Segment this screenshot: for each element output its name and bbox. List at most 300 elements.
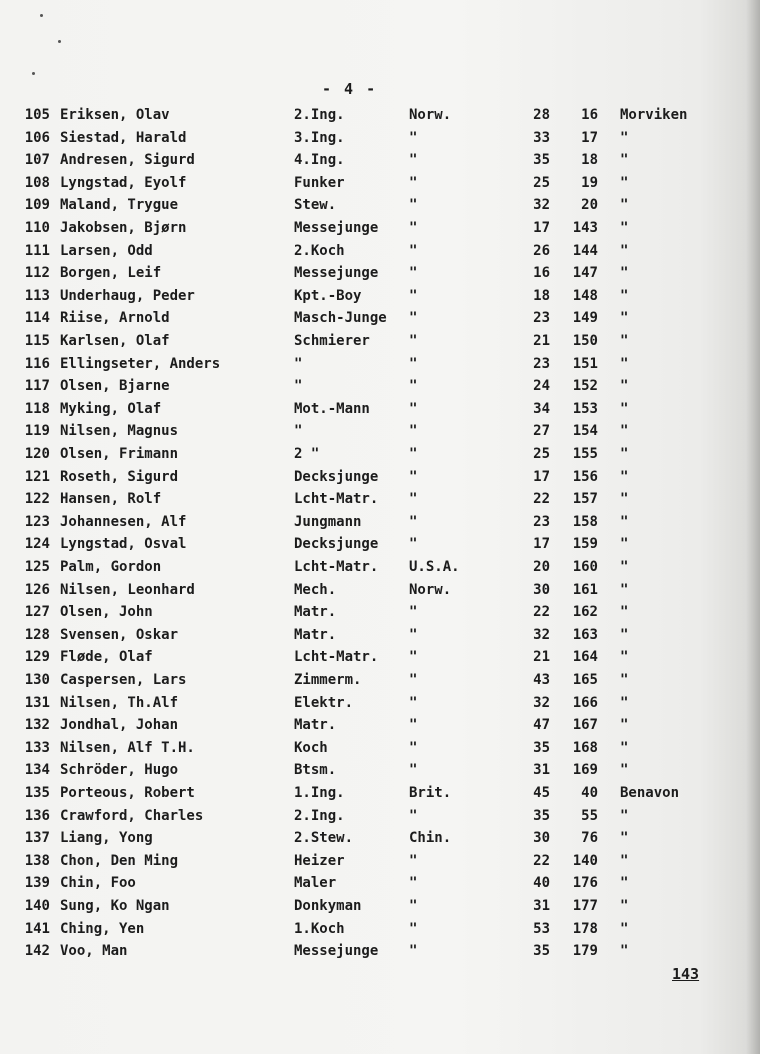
row-number: 139 (24, 875, 50, 892)
table-row (0, 533, 760, 555)
crew-name: Nilsen, Leonhard (60, 581, 195, 598)
crew-id: 177 (572, 898, 598, 914)
row-number: 136 (24, 807, 50, 824)
crew-name: Roseth, Sigurd (60, 468, 179, 485)
crew-id: 159 (572, 536, 598, 553)
crew-ship: " (620, 287, 629, 304)
crew-id: 155 (572, 446, 598, 462)
crew-ship: " (620, 875, 629, 892)
crew-name: Crawford, Charles (60, 807, 204, 824)
crew-name: Eriksen, Olav (60, 107, 170, 123)
table-row (0, 172, 760, 194)
crew-rank: 2 " (294, 446, 320, 462)
crew-name: Nilsen, Alf T.H. (60, 739, 195, 756)
crew-age: 43 (533, 672, 550, 688)
row-number: 132 (24, 717, 50, 734)
crew-ship: " (620, 536, 629, 553)
row-number: 133 (24, 739, 50, 756)
ink-speck (40, 14, 43, 17)
crew-id: 154 (572, 423, 598, 440)
crew-nationality: " (409, 265, 418, 282)
crew-ship: " (620, 310, 629, 327)
crew-ship: " (620, 920, 629, 937)
crew-name: Underhaug, Peder (60, 287, 195, 304)
crew-nationality: " (409, 536, 418, 553)
crew-nationality: " (409, 152, 418, 169)
crew-ship: " (620, 943, 629, 960)
crew-age: 25 (533, 446, 550, 462)
crew-id: 144 (572, 242, 598, 259)
table-row (0, 737, 760, 759)
table-row (0, 918, 760, 940)
crew-rank: Lcht-Matr. (294, 491, 379, 508)
table-row (0, 420, 760, 442)
row-number: 105 (24, 107, 50, 123)
row-number: 131 (24, 694, 50, 711)
crew-ship: " (620, 378, 629, 395)
crew-name: Karlsen, Olaf (60, 333, 170, 349)
crew-id: 16 (581, 107, 598, 123)
crew-name: Olsen, Frimann (60, 446, 179, 462)
crew-age: 22 (533, 604, 550, 621)
crew-nationality: " (409, 400, 418, 417)
crew-name: Schröder, Hugo (60, 762, 179, 779)
crew-name: Palm, Gordon (60, 559, 162, 575)
table-row (0, 624, 760, 646)
crew-name: Voo, Man (60, 943, 128, 960)
crew-name: Fløde, Olaf (60, 649, 153, 666)
row-number: 130 (24, 672, 50, 688)
crew-age: 33 (533, 129, 550, 146)
crew-id: 162 (572, 604, 598, 621)
crew-ship: " (620, 400, 629, 417)
crew-id: 149 (572, 310, 598, 327)
crew-age: 17 (533, 468, 550, 485)
row-number: 110 (24, 220, 50, 236)
crew-nationality: " (409, 852, 418, 869)
crew-id: 176 (572, 875, 598, 892)
row-number: 128 (24, 626, 50, 643)
row-number: 106 (24, 129, 50, 146)
crew-id: 179 (572, 943, 598, 960)
crew-rank: Btsm. (294, 762, 337, 779)
crew-id: 143 (572, 220, 598, 236)
crew-rank: Mot.-Mann (294, 400, 370, 417)
crew-ship: " (620, 333, 629, 349)
crew-rank: Lcht-Matr. (294, 649, 379, 666)
crew-name: Porteous, Robert (60, 785, 195, 801)
crew-nationality: " (409, 649, 418, 666)
crew-age: 31 (533, 762, 550, 779)
crew-id: 160 (572, 559, 598, 575)
crew-rank: 2.Ing. (294, 107, 345, 123)
row-number: 140 (24, 898, 50, 914)
crew-age: 18 (533, 287, 550, 304)
row-number: 118 (24, 400, 50, 417)
crew-name: Lyngstad, Osval (60, 536, 187, 553)
table-row (0, 850, 760, 872)
crew-name: Siestad, Harald (60, 129, 187, 146)
crew-rank: 1.Koch (294, 920, 345, 937)
crew-name: Olsen, Bjarne (60, 378, 170, 395)
crew-rank: Matr. (294, 717, 337, 734)
crew-nationality: " (409, 355, 418, 372)
crew-age: 35 (533, 739, 550, 756)
table-row (0, 285, 760, 307)
crew-age: 23 (533, 355, 550, 372)
crew-name: Nilsen, Th.Alf (60, 694, 179, 711)
crew-rank: Matr. (294, 626, 337, 643)
crew-ship: " (620, 604, 629, 621)
table-row (0, 353, 760, 375)
ink-speck (32, 72, 35, 75)
table-row (0, 782, 760, 804)
crew-rank: Heizer (294, 852, 345, 869)
row-number: 123 (24, 513, 50, 530)
crew-name: Chon, Den Ming (60, 852, 179, 869)
crew-ship: " (620, 197, 629, 214)
row-number: 107 (24, 152, 50, 169)
row-number: 117 (24, 378, 50, 395)
crew-name: Chin, Foo (60, 875, 136, 892)
row-number: 125 (24, 559, 50, 575)
crew-rank: Messejunge (294, 220, 379, 236)
crew-id: 164 (572, 649, 598, 666)
table-row (0, 940, 760, 962)
crew-rank: 1.Ing. (294, 785, 345, 801)
crew-nationality: " (409, 446, 418, 462)
crew-rank: 2.Koch (294, 242, 345, 259)
row-number: 120 (24, 446, 50, 462)
crew-nationality: " (409, 739, 418, 756)
crew-ship: " (620, 491, 629, 508)
crew-nationality: Norw. (409, 107, 452, 123)
crew-id: 158 (572, 513, 598, 530)
crew-rank: Messejunge (294, 265, 379, 282)
crew-id: 169 (572, 762, 598, 779)
crew-id: 140 (572, 852, 598, 869)
crew-age: 53 (533, 920, 550, 937)
crew-id: 178 (572, 920, 598, 937)
row-number: 126 (24, 581, 50, 598)
crew-rank: 3.Ing. (294, 129, 345, 146)
row-number: 122 (24, 491, 50, 508)
crew-nationality: " (409, 920, 418, 937)
crew-id: 147 (572, 265, 598, 282)
table-row (0, 149, 760, 171)
crew-nationality: Chin. (409, 830, 452, 847)
crew-rank: 2.Stew. (294, 830, 354, 847)
crew-ship: " (620, 513, 629, 530)
row-number: 141 (24, 920, 50, 937)
row-number: 134 (24, 762, 50, 779)
crew-id: 167 (572, 717, 598, 734)
crew-name: Liang, Yong (60, 830, 153, 847)
crew-name: Svensen, Oskar (60, 626, 179, 643)
table-row (0, 375, 760, 397)
crew-name: Jondhal, Johan (60, 717, 179, 734)
crew-age: 28 (533, 107, 550, 123)
crew-name: Sung, Ko Ngan (60, 898, 170, 914)
crew-id: 151 (572, 355, 598, 372)
table-row (0, 488, 760, 510)
crew-ship: " (620, 762, 629, 779)
crew-ship: " (620, 423, 629, 440)
crew-id: 163 (572, 626, 598, 643)
table-row (0, 872, 760, 894)
crew-name: Olsen, John (60, 604, 153, 621)
row-number: 129 (24, 649, 50, 666)
crew-ship: " (620, 581, 629, 598)
crew-rank: Funker (294, 174, 345, 191)
crew-ship: " (620, 242, 629, 259)
crew-rank: Decksjunge (294, 536, 379, 553)
footer-number: 143 (672, 965, 700, 983)
crew-ship: " (620, 559, 629, 575)
crew-age: 45 (533, 785, 550, 801)
crew-ship: Benavon (620, 785, 680, 801)
crew-rank: Lcht-Matr. (294, 559, 379, 575)
crew-age: 32 (533, 694, 550, 711)
crew-rank: Maler (294, 875, 337, 892)
crew-ship: " (620, 129, 629, 146)
row-number: 119 (24, 423, 50, 440)
crew-age: 21 (533, 333, 550, 349)
crew-id: 18 (581, 152, 598, 169)
row-number: 142 (24, 943, 50, 960)
crew-name: Lyngstad, Eyolf (60, 174, 187, 191)
crew-age: 16 (533, 265, 550, 282)
crew-rank: 2.Ing. (294, 807, 345, 824)
table-row (0, 827, 760, 849)
table-row (0, 443, 760, 465)
crew-rank: " (294, 378, 303, 395)
crew-name: Riise, Arnold (60, 310, 170, 327)
crew-ship: " (620, 265, 629, 282)
crew-age: 31 (533, 898, 550, 914)
crew-ship: " (620, 694, 629, 711)
crew-age: 23 (533, 513, 550, 530)
crew-id: 19 (581, 174, 598, 191)
crew-rank: Kpt.-Boy (294, 287, 362, 304)
crew-ship: " (620, 446, 629, 462)
table-row (0, 669, 760, 691)
table-row (0, 714, 760, 736)
crew-name: Jakobsen, Bjørn (60, 220, 187, 236)
row-number: 135 (24, 785, 50, 801)
crew-id: 55 (581, 807, 598, 824)
crew-nationality: " (409, 242, 418, 259)
crew-rank: Matr. (294, 604, 337, 621)
crew-name: Andresen, Sigurd (60, 152, 195, 169)
crew-age: 40 (533, 875, 550, 892)
row-number: 114 (24, 310, 50, 327)
table-row (0, 240, 760, 262)
crew-age: 17 (533, 220, 550, 236)
row-number: 124 (24, 536, 50, 553)
crew-rank: Mech. (294, 581, 337, 598)
row-number: 121 (24, 468, 50, 485)
crew-ship: " (620, 898, 629, 914)
table-row (0, 601, 760, 623)
crew-rank: Stew. (294, 197, 337, 214)
crew-id: 156 (572, 468, 598, 485)
table-row (0, 895, 760, 917)
crew-age: 22 (533, 852, 550, 869)
crew-ship: " (620, 739, 629, 756)
crew-id: 150 (572, 333, 598, 349)
table-row (0, 466, 760, 488)
crew-ship: Morviken (620, 107, 688, 123)
crew-id: 17 (581, 129, 598, 146)
crew-age: 23 (533, 310, 550, 327)
row-number: 137 (24, 830, 50, 847)
crew-ship: " (620, 830, 629, 847)
crew-name: Maland, Trygue (60, 197, 179, 214)
table-row (0, 805, 760, 827)
crew-nationality: " (409, 468, 418, 485)
table-row (0, 104, 760, 126)
row-number: 116 (24, 355, 50, 372)
crew-age: 27 (533, 423, 550, 440)
crew-nationality: Norw. (409, 581, 452, 598)
row-number: 127 (24, 604, 50, 621)
crew-rank: Schmierer (294, 333, 370, 349)
crew-rank: " (294, 423, 303, 440)
row-number: 115 (24, 333, 50, 349)
table-row (0, 646, 760, 668)
crew-age: 47 (533, 717, 550, 734)
crew-age: 17 (533, 536, 550, 553)
crew-rank: 4.Ing. (294, 152, 345, 169)
crew-id: 148 (572, 287, 598, 304)
crew-age: 35 (533, 807, 550, 824)
crew-ship: " (620, 672, 629, 688)
crew-name: Ching, Yen (60, 920, 145, 937)
crew-age: 22 (533, 491, 550, 508)
crew-name: Larsen, Odd (60, 242, 153, 259)
crew-rank: Zimmerm. (294, 672, 362, 688)
crew-nationality: " (409, 174, 418, 191)
crew-nationality: " (409, 220, 418, 236)
table-row (0, 262, 760, 284)
crew-id: 152 (572, 378, 598, 395)
crew-nationality: " (409, 513, 418, 530)
table-row (0, 194, 760, 216)
crew-nationality: " (409, 423, 418, 440)
table-row (0, 692, 760, 714)
crew-ship: " (620, 626, 629, 643)
crew-id: 40 (581, 785, 598, 801)
crew-rank: Masch-Junge (294, 310, 387, 327)
crew-nationality: " (409, 287, 418, 304)
crew-rank: " (294, 355, 303, 372)
crew-name: Ellingseter, Anders (60, 355, 221, 372)
crew-id: 166 (572, 694, 598, 711)
crew-age: 20 (533, 559, 550, 575)
crew-nationality: " (409, 762, 418, 779)
crew-nationality: " (409, 943, 418, 960)
crew-ship: " (620, 717, 629, 734)
crew-nationality: " (409, 604, 418, 621)
crew-ship: " (620, 852, 629, 869)
crew-ship: " (620, 468, 629, 485)
table-row (0, 398, 760, 420)
crew-age: 21 (533, 649, 550, 666)
crew-nationality: " (409, 672, 418, 688)
crew-age: 24 (533, 378, 550, 395)
table-row (0, 330, 760, 352)
crew-ship: " (620, 220, 629, 236)
crew-nationality: " (409, 491, 418, 508)
table-row (0, 127, 760, 149)
crew-nationality: " (409, 333, 418, 349)
table-row (0, 217, 760, 239)
row-number: 112 (24, 265, 50, 282)
crew-nationality: " (409, 626, 418, 643)
crew-nationality: U.S.A. (409, 559, 460, 575)
crew-ship: " (620, 649, 629, 666)
table-row (0, 307, 760, 329)
crew-ship: " (620, 355, 629, 372)
row-number: 111 (24, 242, 50, 259)
crew-age: 35 (533, 943, 550, 960)
crew-rank: Elektr. (294, 694, 354, 711)
row-number: 138 (24, 852, 50, 869)
crew-id: 165 (572, 672, 598, 688)
ink-speck (58, 40, 61, 43)
table-row (0, 579, 760, 601)
crew-rank: Decksjunge (294, 468, 379, 485)
crew-nationality: " (409, 875, 418, 892)
crew-id: 157 (572, 491, 598, 508)
crew-age: 30 (533, 830, 550, 847)
row-number: 108 (24, 174, 50, 191)
crew-nationality: " (409, 898, 418, 914)
crew-nationality: " (409, 717, 418, 734)
crew-rank: Donkyman (294, 898, 362, 914)
crew-name: Johannesen, Alf (60, 513, 187, 530)
crew-ship: " (620, 152, 629, 169)
crew-nationality: " (409, 378, 418, 395)
crew-id: 161 (572, 581, 598, 598)
crew-id: 20 (581, 197, 598, 214)
page-number: - 4 - (322, 80, 378, 98)
crew-id: 76 (581, 830, 598, 847)
crew-id: 153 (572, 400, 598, 417)
crew-age: 25 (533, 174, 550, 191)
crew-age: 32 (533, 626, 550, 643)
crew-rank: Jungmann (294, 513, 362, 530)
crew-age: 35 (533, 152, 550, 169)
crew-ship: " (620, 174, 629, 191)
table-row (0, 556, 760, 578)
crew-rank: Messejunge (294, 943, 379, 960)
crew-nationality: " (409, 310, 418, 327)
crew-name: Caspersen, Lars (60, 672, 187, 688)
crew-age: 34 (533, 400, 550, 417)
crew-nationality: " (409, 807, 418, 824)
row-number: 113 (24, 287, 50, 304)
crew-rank: Koch (294, 739, 328, 756)
crew-nationality: Brit. (409, 785, 452, 801)
crew-name: Borgen, Leif (60, 265, 162, 282)
crew-age: 26 (533, 242, 550, 259)
crew-nationality: " (409, 129, 418, 146)
crew-name: Nilsen, Magnus (60, 423, 179, 440)
crew-nationality: " (409, 694, 418, 711)
crew-name: Hansen, Rolf (60, 491, 162, 508)
